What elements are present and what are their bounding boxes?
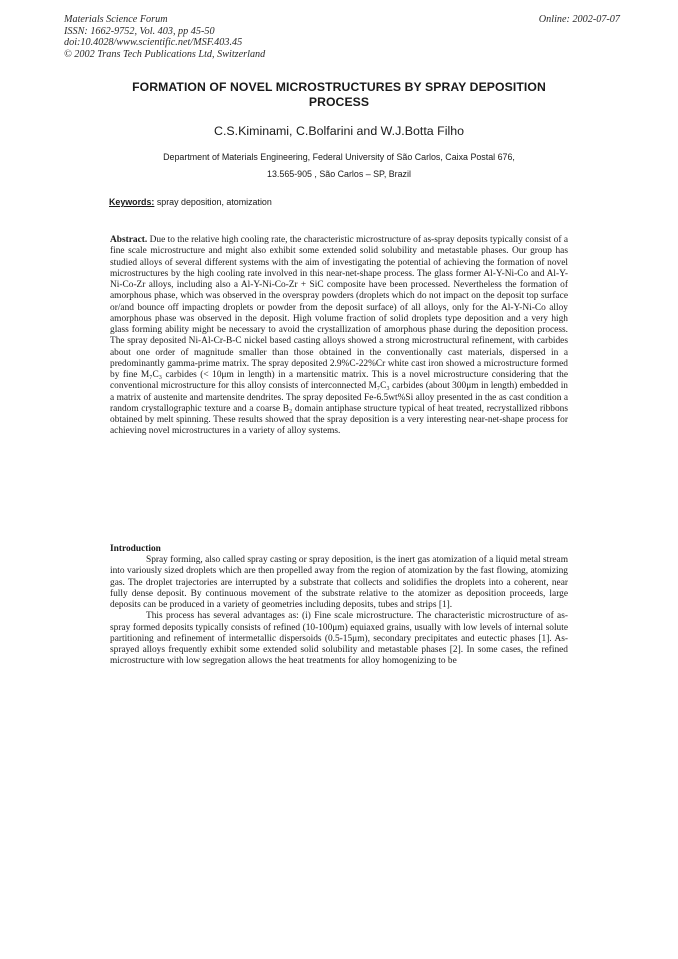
title-line-2: PROCESS <box>308 95 370 109</box>
title-line-1: FORMATION OF NOVEL MICROSTRUCTURES BY SPRAY DEPOSITION <box>132 80 546 94</box>
introduction-body <box>110 555 568 668</box>
affiliation-line-2: 13.565-905 , São Carlos – SP, Brazil <box>267 169 411 179</box>
keywords-label: Keywords: <box>109 197 155 207</box>
journal-header <box>64 14 265 60</box>
issn-line: ISSN: 1662-9752, Vol. 403, pp 45-50 <box>64 25 215 37</box>
authors: C.S.Kiminami, C.Bolfarini and W.J.Botta Filho <box>214 124 464 138</box>
abstract <box>110 235 568 438</box>
abstract-label: Abstract. <box>110 235 148 245</box>
affiliation-line-1: Department of Materials Engineering, Federal University of São Carlos, Caixa Postal 676, <box>163 152 515 162</box>
abstract-text: Due to the relative high cooling rate, the characteristic microstructure of as-spray deposits typically consist of a fine scale microstructure and might also exhibit some extended solid solubility and metastable phases. Our group has studied alloys of several different systems with the aim of investigating the potential of achieving the formation of novel microstructures by the high cooling rate involved in this near-net-shape process. The glass former Al-Y-Ni-Co and Al-Y-Ni-Co-Zr alloys, including also a Al-Y-Ni-Co-Zr + SiC composite have been processed. Nevertheless the formation of amorphous phase, which was observed in the overspray powders (droplets which do not impact on the deposit top surface or/and bounce off impacting droplets or powder from the deposit surface) of all alloys, only for the Al-Y-Ni-Co alloy amorphous phase was observed in the deposit. High volume fraction of solid droplets type deposition and a very high glass forming ability might be necessary to avoid the crystallization of amorphous phase during the deposition process. The spray deposited Ni-Al-Cr-B-C nickel based casting alloys showed a strong microstructural refinement, with carbides about one order of magnitude smaller than those obtained in the conventionally cast materials, dispersed in a predominantly gamma-prime matrix. The spray deposited 2.9%C-22%Cr white cast iron showed a microstructure formed by fine M₇C₃ carbides (< 10μm in length) in a martensitic matrix. This is a novel microstructure considering that the conventional microstructure for this alloy consists of interconnected M₇C₃ carbides (about 300μm in length) embedded in a matrix of austenite and martensite dendrites. The spray deposited Fe-6.5wt%Si alloy presented in the as cast condition a random crystallographic texture and a coarse B₂ domain antiphase structure typical of heat treated, recrystallized ribbons obtained by melt spinning. These results showed that the spray deposition is a very interesting near-net-shape process for achieving novel microstructures in a variety of alloy systems. <box>110 235 568 437</box>
keywords-text: spray deposition, atomization <box>154 197 272 207</box>
journal-name: Materials Science Forum <box>64 14 168 25</box>
introduction-heading: Introduction <box>110 544 161 554</box>
paper-title <box>100 80 578 110</box>
keywords <box>109 196 272 208</box>
doi-line: doi:10.4028/www.scientific.net/MSF.403.45 <box>64 37 243 49</box>
introduction-paragraph-1: Spray forming, also called spray casting or spray deposition, is the inert gas atomization of a liquid metal stream into variously sized droplets which are then propelled away from the region of atomization by the fast flowing, atomizing gas. The droplet trajectories are interrupted by a substrate that collects and solidifies the droplets into a coherent, near fully dense deposit. By continuous movement of the substrate relative to the atomizer as deposition proceeds, large deposits can be produced in a variety of geometries including deposits, tubes and strips [1]. <box>110 555 568 610</box>
introduction-paragraph-2: This process has several advantages as: (i) Fine scale microstructure. The characteristic microstructure of as-spray formed deposits typically consists of refined (10-100μm) equiaxed grains, usually with low levels of internal solute partitioning and refinement of intermetallic dispersoids (0.5-15μm), secondary precipitates and eutectic phases [1]. As-sprayed alloys frequently exhibit some extended solid solubility and metastable phases [2]. In some cases, the refined microstructure with low segregation allows the heat treatments for alloy homogenizing to be <box>110 611 568 667</box>
online-date: Online: 2002-07-07 <box>538 14 620 25</box>
copyright-line: © 2002 Trans Tech Publications Ltd, Switzerland <box>64 48 266 60</box>
affiliation <box>120 149 558 183</box>
